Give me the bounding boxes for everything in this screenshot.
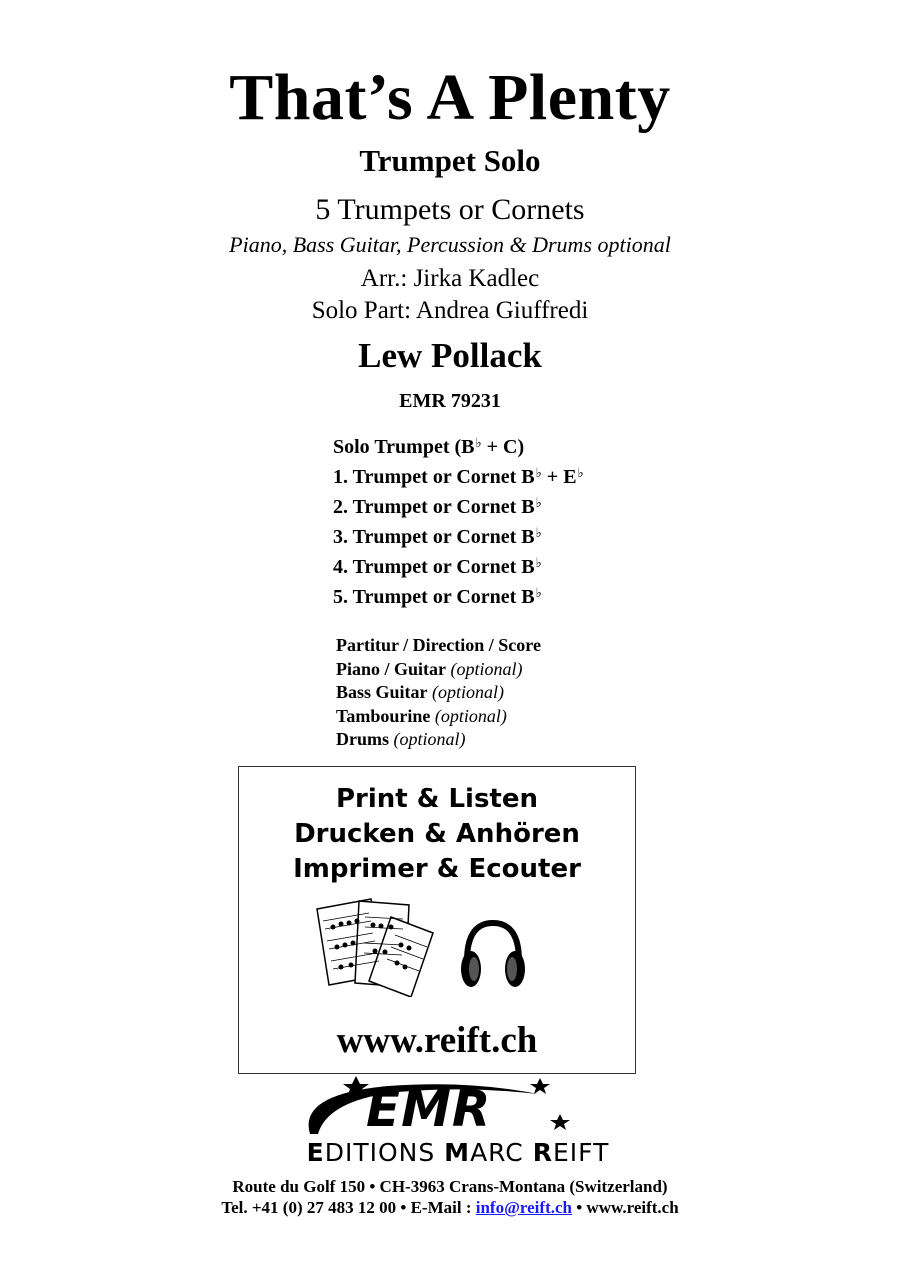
publisher-contact: Tel. +41 (0) 27 483 12 00 • E-Mail : info@reift.ch • www.reift.ch [221, 1198, 679, 1217]
extra-parts-list [336, 634, 541, 752]
extra-item: Bass Guitar (optional) [336, 682, 505, 702]
sheet-music-icon [309, 897, 444, 997]
extra-item: Piano / Guitar (optional) [336, 658, 523, 679]
optional-instruments-note: Piano, Bass Guitar, Percussion & Drums optional [229, 232, 671, 257]
part-item: 5. Trumpet or Cornet B♭ [333, 585, 542, 608]
part-item: 1. Trumpet or Cornet B♭ + E♭ [333, 465, 584, 488]
catalog-number: EMR 79231 [399, 390, 501, 412]
print-listen-de: Drucken & Anhören [294, 819, 580, 849]
logo-emr-text: EMR [366, 1080, 492, 1138]
composer: Lew Pollack [358, 336, 542, 375]
email-link[interactable]: info@reift.ch [475, 1198, 572, 1217]
publisher-address: Route du Golf 150 • CH-3963 Crans-Montana (Switzerland) [232, 1177, 668, 1196]
extra-item: Drums (optional) [336, 729, 466, 749]
extra-item: Tambourine (optional) [336, 705, 507, 726]
print-listen-fr: Imprimer & Ecouter [293, 854, 581, 884]
publisher-name: EDITIONS MARC REIFT [306, 1138, 610, 1167]
part-item: 3. Trumpet or Cornet B♭ [333, 525, 542, 548]
print-listen-box [238, 766, 636, 1074]
solo-part-credit: Solo Part: Andrea Giuffredi [311, 297, 589, 324]
part-item: 4. Trumpet or Cornet B♭ [333, 555, 542, 578]
instrumentation: 5 Trumpets or Cornets [315, 193, 585, 226]
extra-item: Partitur / Direction / Score [336, 635, 541, 655]
parts-list [333, 428, 584, 608]
website-url[interactable]: www.reift.ch [336, 1020, 538, 1061]
publisher-logo [238, 1076, 678, 1172]
arranger: Arr.: Jirka Kadlec [360, 265, 540, 292]
headphones-icon [457, 917, 529, 993]
piece-title: That’s A Plenty [229, 61, 671, 134]
piece-subtitle: Trumpet Solo [359, 143, 541, 178]
part-item: Solo Trumpet (B♭ + C) [333, 435, 525, 458]
part-item: 2. Trumpet or Cornet B♭ [333, 495, 542, 518]
print-listen-en: Print & Listen [335, 784, 539, 814]
